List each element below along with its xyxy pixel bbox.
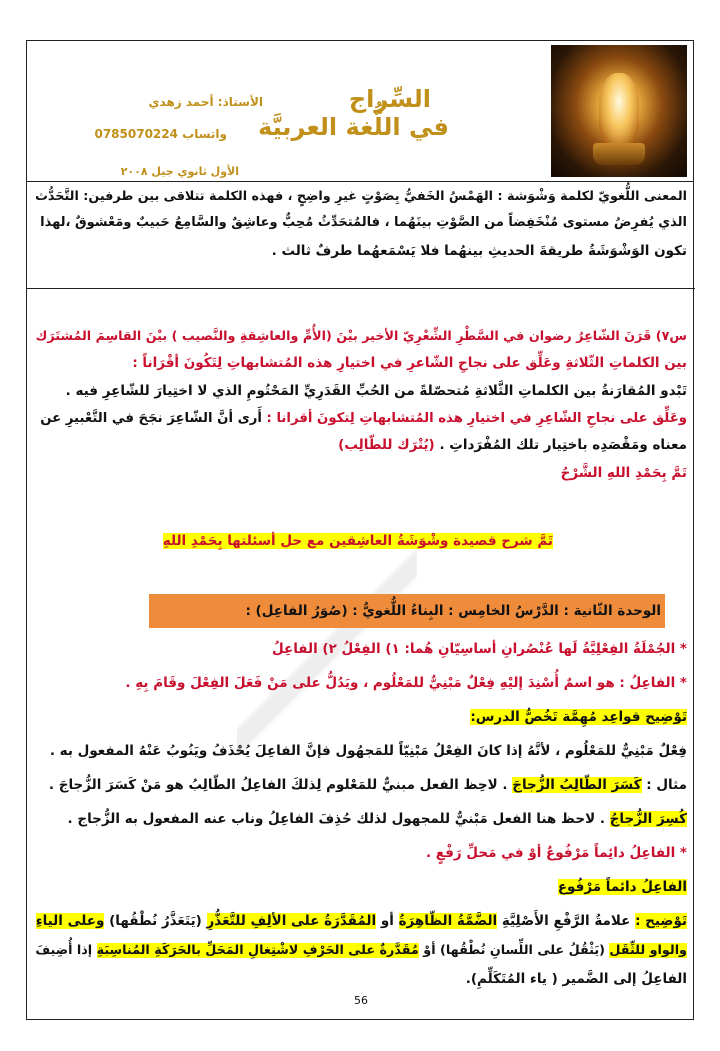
subject-definition: * الفاعِلُ : هو اسمٌ أُسْنِدَ إليْهِ فِعْلٌ مَبْنِيٌّ للمَعْلُوم ، ويَدُلُّ على مَنْ فَعَلَ الفِعْلَ وقَامَ بِهِ . xyxy=(125,675,687,691)
explanation-line-1: تَوْضِيح : علامةُ الرَّفْعِ الأَصْلِيَّةِ الضَّمَّةُ الظّاهِرَةُ أو المُقَدَّرَةُ على الألِفِ للتَّعَذُّرِ (يَتَعَذَّرُ نُطْقُها) وعلى الياءِ xyxy=(35,913,687,929)
answer-line-2 xyxy=(40,410,687,428)
worksheet-page xyxy=(26,40,694,1020)
verbal-sentence-elements: * الجُمْلَةُ الفِعْلِيَّةُ لَها عُنْصُرانِ أساسِيّانِ هُما: ١) الفِعْلُ ٢) الفاعِلُ xyxy=(271,641,687,657)
section-divider xyxy=(27,288,695,289)
explanation-line-3: الفاعِلُ إلى الضَّمير ( ياء المُتَكَلِّمِ). xyxy=(465,971,687,987)
answer-question-part: وعَلِّق على نجاحِ الشّاعِرِ في اختيارِ هذه المُتشابهاتِ لِتكونَ أقرانا : xyxy=(266,411,687,426)
page-subtitle: في اللُّغة العربيَّة xyxy=(258,113,449,141)
page-number: 56 xyxy=(354,994,368,1007)
subject-always-nominative: الفاعِلُ دائماً مَرْفُوع xyxy=(557,879,687,895)
left-to-student-note: (يُتْرَك للطّالِب) xyxy=(338,437,435,453)
teacher-name: الأستاذ: أحمد زهدي xyxy=(148,95,263,109)
poem-complete-note: تَمَّ شرح قصيدة وشْوَشَةُ العاشِقين مع حل أسئلتها بِحَمْدِ اللهِ xyxy=(162,533,553,549)
answer-line-1: تَبْدو المُقارَنةُ بين الكلماتِ الثَّلاثةِ مُتحصّلةً من الحُبِّ القَدَرِيِّ المَحْتُومِ الذي لا اختِيارَ للشّاعِرِ فيه . xyxy=(65,383,687,399)
rule-subject-nominative: * الفاعِلُ دائِماً مَرْفُوعٌ أوْ في مَحلِّ رَفْعٍ . xyxy=(425,845,687,861)
oil-lamp-image xyxy=(551,45,687,177)
example-passive-sentence: كُسِرَ الزُّجاجُ xyxy=(609,811,687,827)
page-header xyxy=(26,40,694,182)
explanation-line-2: والواو للثِّقَل (يَثْقُلُ على اللِّسانِ نُطْقُها) أوْ مُقَدَّرةٌ على الحَرْفِ لاشْتِغالِ المَحَلِّ بالحَرَكَةِ المُناسِبَةِ إذا أُضِيفَ xyxy=(35,943,687,958)
lamp-base-icon xyxy=(593,143,645,165)
unit-title: الوحدة الثّانية : الدَّرْسُ الخامِس : البِناءُ اللُّغويُّ : (صُوَرُ الفاعِل) : xyxy=(245,603,661,619)
example-active: مثال : كَسَرَ الطّالِبُ الزُّجاجَ . لاحِظ الفعل مبنيٌّ للمَعْلوم لِذلكَ الفاعِلُ الطّالِبُ هو مَنْ كَسَرَ الزُّجاجَ . xyxy=(48,777,687,793)
example-passive: كُسِرَ الزُّجاجُ . لاحظ هنا الفعل مَبْنيٌّ للمجهول لذلك حُذِفَ الفاعِلُ وناب عنه المفعول به الزُّجاج . xyxy=(67,811,687,827)
rule-1: فِعْلٌ مَبْنِيٌّ للمَعْلُوم ، لأنَّهُ إذا كانَ الفِعْلُ مَبْنِيّاً للمَجهُول فإنَّ الفاعِلَ يُحْذَفُ ويَنُوبُ عَنْهُ المفعول به . xyxy=(49,743,687,759)
meaning-line-3: تكون الوَشْوَشَةُ طريقةَ الحديثِ بينهُما فلا يَسْمَعهُما طرفٌ ثالث . xyxy=(271,243,687,259)
explanation-complete: تَمَّ بِحَمْدِ اللهِ الشَّرْحُ xyxy=(560,465,687,481)
meaning-line-2: الذي يُفرِضُ مستوى مُنْخَفِضاً من الصَّوْتِ بينَهُما ، فالمُتحَدِّثُ مُحِبٌّ وعاشِقٌ والسَّامِعُ حَبيبٌ ومَعْشوقٌ ،لهذا xyxy=(40,215,687,230)
whatsapp-number: واتساب 0785070224 xyxy=(94,127,227,141)
page-body xyxy=(26,182,694,1020)
question-7-line-1: س٧) قَرَنَ الشّاعِرُ رضوان في السَّطْرِ الشِّعْرِيّ الأخير بيْنَ (الأُمِّ والعاشِقةِ والنَّصيب ) بيْنَ القاسِمَ المُشتَرَك xyxy=(35,329,687,344)
question-7-line-2: بين الكلماتِ الثّلاثةِ وعَلِّق على نجاحِ الشّاعرِ في اختيارِ هذه المُتشابهاتِ لِتَكُونَ أقْرَاناً : xyxy=(132,355,687,371)
answer-line-3 xyxy=(338,436,687,454)
answer-text-part-2: معناه ومَقْصَدِه باختِيار تلك المُفْرَداتِ . xyxy=(439,437,687,453)
answer-text-part: أَرى أنَّ الشّاعِرَ نجَحَ في التَّعْبيرِ عن xyxy=(40,411,262,426)
meaning-line-1: المعنى اللُّغويّ لكلمة وَشْوَشة : الهَمْسُ الخَفيُّ بِصَوْتٍ غيرِ واضِحٍ ، فهذه الكلمة تتلاقى بين طرفين: التَّحَدُّث xyxy=(35,189,687,204)
example-active-sentence: كَسَرَ الطّالِبُ الزُّجاجَ xyxy=(512,777,642,793)
grade-level: الأول ثانوي جيل ٢٠٠٨ xyxy=(120,165,239,178)
lamp-glass-icon xyxy=(599,73,639,145)
rules-title: تَوْضِيح قواعِد مُهِمَّة تَخُصُّ الدرس: xyxy=(470,709,687,725)
page-title: السِّراج xyxy=(348,85,431,113)
